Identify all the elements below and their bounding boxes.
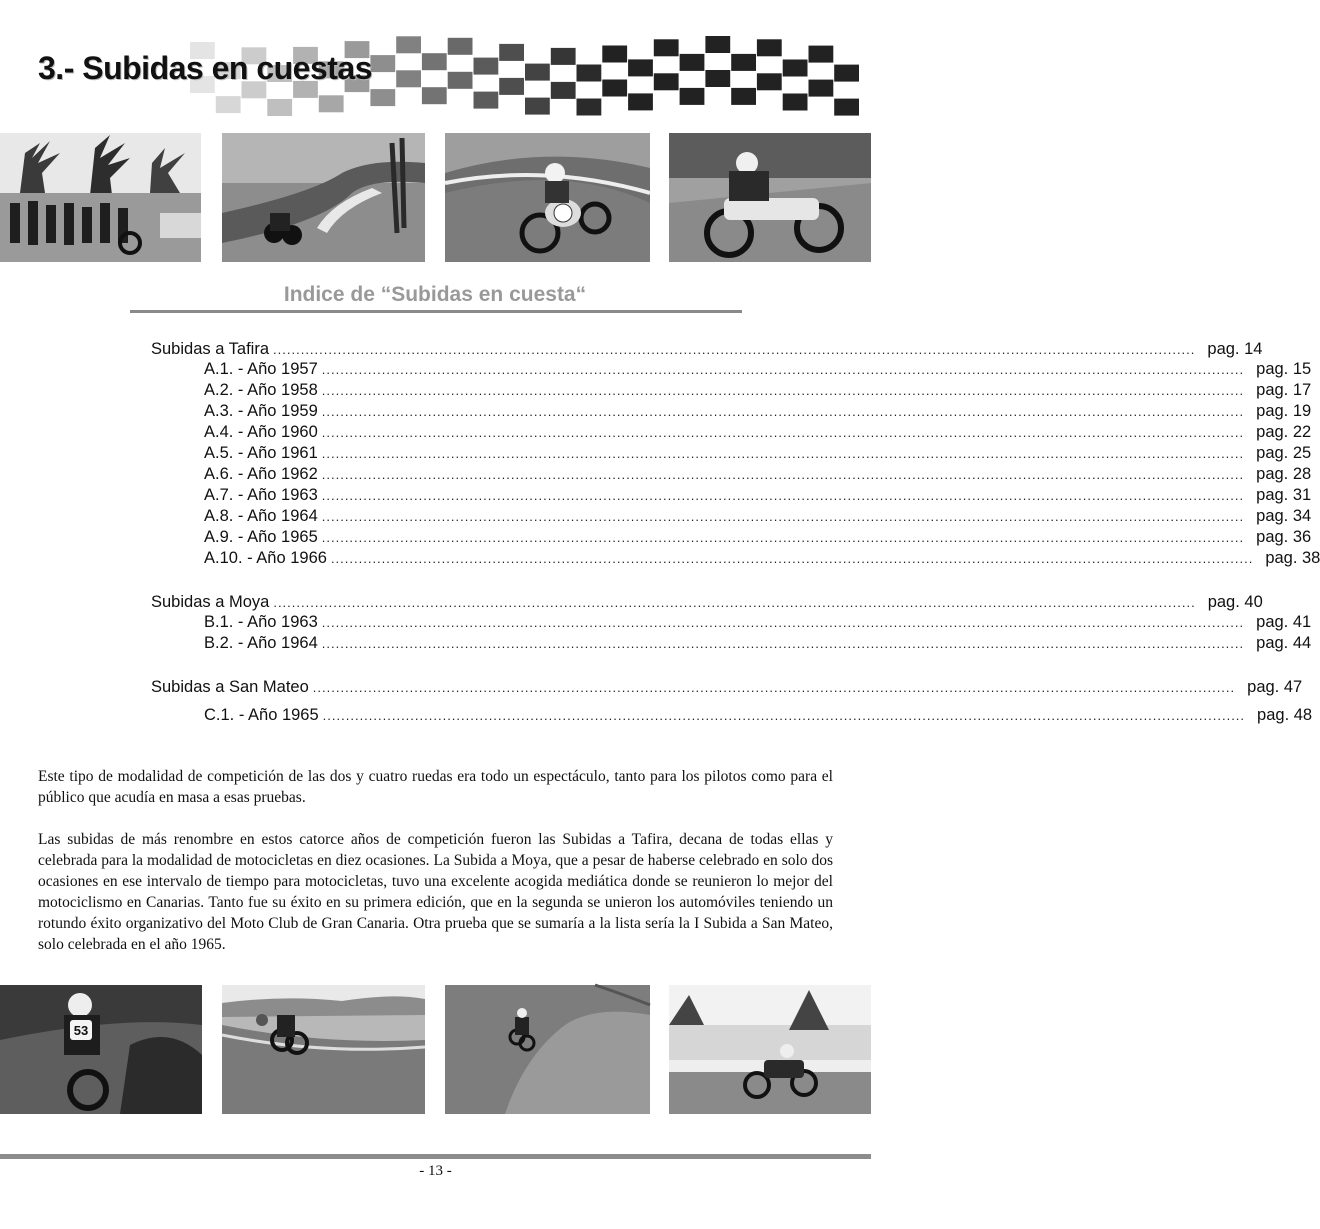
toc-page-ref: pag. 41	[1256, 613, 1312, 631]
toc-dot-leader: ........................................................................................................................................................................................................	[273, 595, 1196, 610]
checker-square	[474, 58, 499, 75]
checker-square	[654, 39, 679, 56]
photo-hairpin-rider	[445, 985, 650, 1114]
toc-section-row[interactable]	[151, 339, 1263, 359]
checker-square	[680, 88, 705, 105]
toc-page-ref: pag. 14	[1207, 340, 1263, 358]
toc-item-row[interactable]	[204, 633, 1312, 653]
checker-square	[809, 46, 834, 63]
checker-square	[757, 39, 782, 56]
toc-dot-leader: ........................................................................................................................................................................................................	[321, 530, 1245, 545]
toc-page-ref: pag. 34	[1256, 507, 1312, 525]
toc-item-row[interactable]	[204, 380, 1312, 400]
photo-crowd-palms	[0, 133, 201, 262]
toc-page-ref: pag. 38	[1265, 549, 1320, 567]
checker-square	[654, 73, 679, 90]
toc-page-ref: pag. 40	[1207, 593, 1263, 611]
index-heading: Indice de “Subidas en cuesta“	[283, 283, 587, 306]
toc-page-ref: pag. 22	[1256, 423, 1312, 441]
checker-square	[474, 92, 499, 109]
toc-item-row[interactable]	[204, 401, 1312, 421]
toc-entry-label: A.4. - Año 1960	[204, 423, 318, 441]
chapter-title: 3.- Subidas en cuestas	[38, 50, 373, 86]
toc-item-row[interactable]	[204, 705, 1313, 725]
toc-dot-leader: ........................................................................................................................................................................................................	[321, 636, 1245, 651]
checker-square	[628, 93, 653, 110]
checker-square	[705, 70, 730, 87]
toc-page-ref: pag. 28	[1256, 465, 1312, 483]
toc-dot-leader: ........................................................................................................................................................................................................	[273, 342, 1196, 357]
checker-square	[577, 99, 602, 116]
checker-square	[370, 89, 395, 106]
checker-square	[602, 80, 627, 97]
checker-square	[396, 70, 421, 87]
toc-dot-leader: ........................................................................................................................................................................................................	[321, 362, 1245, 377]
toc-item-row[interactable]	[204, 527, 1312, 547]
toc-entry-label: A.7. - Año 1963	[204, 486, 318, 504]
checker-square	[628, 59, 653, 76]
checker-square	[577, 65, 602, 82]
checker-square	[834, 65, 859, 82]
photo-curve-rider	[222, 133, 425, 262]
photo-bike-close-up	[669, 133, 871, 262]
toc-dot-leader: ........................................................................................................................................................................................................	[321, 425, 1245, 440]
toc-dot-leader: ........................................................................................................................................................................................................	[321, 446, 1245, 461]
toc-item-row[interactable]	[204, 506, 1312, 526]
photo-rider-53	[0, 985, 202, 1114]
toc-dot-leader: ........................................................................................................................................................................................................	[321, 404, 1245, 419]
checker-square	[834, 99, 859, 116]
toc-dot-leader: ........................................................................................................................................................................................................	[330, 551, 1254, 566]
toc-entry-label: Subidas a Tafira	[151, 340, 270, 358]
toc-entry-label: A.1. - Año 1957	[204, 360, 318, 378]
checker-square	[422, 87, 447, 104]
checker-square	[499, 44, 524, 61]
checker-square	[396, 36, 421, 53]
checker-square	[525, 64, 550, 81]
toc-dot-leader: ........................................................................................................................................................................................................	[321, 488, 1245, 503]
toc-item-row[interactable]	[204, 359, 1312, 379]
toc-section-row[interactable]	[151, 677, 1303, 697]
checker-square	[551, 48, 576, 65]
toc-dot-leader: ........................................................................................................................................................................................................	[321, 383, 1245, 398]
toc-item-row[interactable]	[204, 548, 1320, 568]
toc-entry-label: A.5. - Año 1961	[204, 444, 318, 462]
checker-square	[448, 72, 473, 89]
checker-square	[319, 95, 344, 112]
checker-square	[809, 80, 834, 97]
checker-square	[551, 82, 576, 99]
checker-square	[422, 53, 447, 70]
checker-square	[680, 54, 705, 71]
toc-page-ref: pag. 19	[1256, 402, 1312, 420]
toc-entry-label: A.9. - Año 1965	[204, 528, 318, 546]
toc-dot-leader: ........................................................................................................................................................................................................	[312, 680, 1236, 695]
toc-entry-label: Subidas a San Mateo	[151, 678, 309, 696]
toc-page-ref: pag. 15	[1256, 360, 1312, 378]
photo-roadside-rider	[669, 985, 871, 1114]
history-paragraph: Las subidas de más renombre en estos catorce años de competición fueron las Subidas a Tafira, decana de todas ellas y celebrada para la modalidad de motocicletas en diez ocasiones. La Subida a Moya, que a pesar de haberse celebrado en solo dos ocasiones en ese intervalo de tiempo para motocicletas, tuvo una excelente acogida mediática donde se reunieron lo mejor del motociclismo en Canarias. Tanto fue su éxito en su primera edición, que en la segunda se unieron los automóviles teniendo un rotundo éxito organizativo del Moto Club de Gran Canaria. Otra prueba que se sumaría a la lista sería la I Subida a San Mateo, solo celebrada en el año 1965.	[38, 831, 833, 953]
intro-paragraph: Este tipo de modalidad de competición de las dos y cuatro ruedas era todo un espectáculo, tanto para los pilotos como para el público que acudía en masa a esas pruebas.	[38, 768, 833, 806]
toc-entry-label: Subidas a Moya	[151, 593, 270, 611]
checker-square	[731, 54, 756, 71]
page-number: - 13 -	[419, 1163, 452, 1179]
toc-entry-label: B.2. - Año 1964	[204, 634, 318, 652]
toc-entry-label: A.8. - Año 1964	[204, 507, 318, 525]
checker-square	[499, 78, 524, 95]
toc-entry-label: C.1. - Año 1965	[204, 706, 319, 724]
index-divider	[130, 310, 742, 313]
toc-item-row[interactable]	[204, 612, 1312, 632]
checker-square	[370, 55, 395, 72]
checker-square	[448, 38, 473, 55]
toc-section-row[interactable]	[151, 592, 1263, 612]
checker-square	[267, 99, 292, 116]
toc-item-row[interactable]	[204, 464, 1312, 484]
footer-divider	[0, 1154, 871, 1159]
toc-item-row[interactable]	[204, 443, 1312, 463]
checker-square	[602, 46, 627, 63]
checker-square	[731, 88, 756, 105]
photo-mountain-road	[222, 985, 425, 1114]
photo-racer-number-12	[445, 133, 650, 262]
toc-page-ref: pag. 44	[1256, 634, 1312, 652]
toc-page-ref: pag. 47	[1247, 678, 1303, 696]
toc-dot-leader: ........................................................................................................................................................................................................	[321, 615, 1245, 630]
toc-dot-leader: ........................................................................................................................................................................................................	[321, 509, 1245, 524]
racer-number: 53	[73, 1023, 89, 1038]
toc-page-ref: pag. 36	[1256, 528, 1312, 546]
toc-entry-label: A.6. - Año 1962	[204, 465, 318, 483]
checker-square	[525, 98, 550, 115]
toc-entry-label: B.1. - Año 1963	[204, 613, 318, 631]
checker-square	[757, 73, 782, 90]
toc-item-row[interactable]	[204, 422, 1312, 442]
toc-entry-label: A.2. - Año 1958	[204, 381, 318, 399]
toc-dot-leader: ........................................................................................................................................................................................................	[322, 708, 1246, 723]
toc-page-ref: pag. 25	[1256, 444, 1312, 462]
toc-entry-label: A.3. - Año 1959	[204, 402, 318, 420]
toc-page-ref: pag. 17	[1256, 381, 1312, 399]
toc-page-ref: pag. 31	[1256, 486, 1312, 504]
toc-item-row[interactable]	[204, 485, 1312, 505]
checker-square	[216, 96, 241, 113]
toc-dot-leader: ........................................................................................................................................................................................................	[321, 467, 1245, 482]
checker-square	[783, 60, 808, 77]
checker-square	[705, 36, 730, 53]
toc-entry-label: A.10. - Año 1966	[204, 549, 327, 567]
checker-square	[783, 94, 808, 111]
toc-page-ref: pag. 48	[1257, 706, 1313, 724]
